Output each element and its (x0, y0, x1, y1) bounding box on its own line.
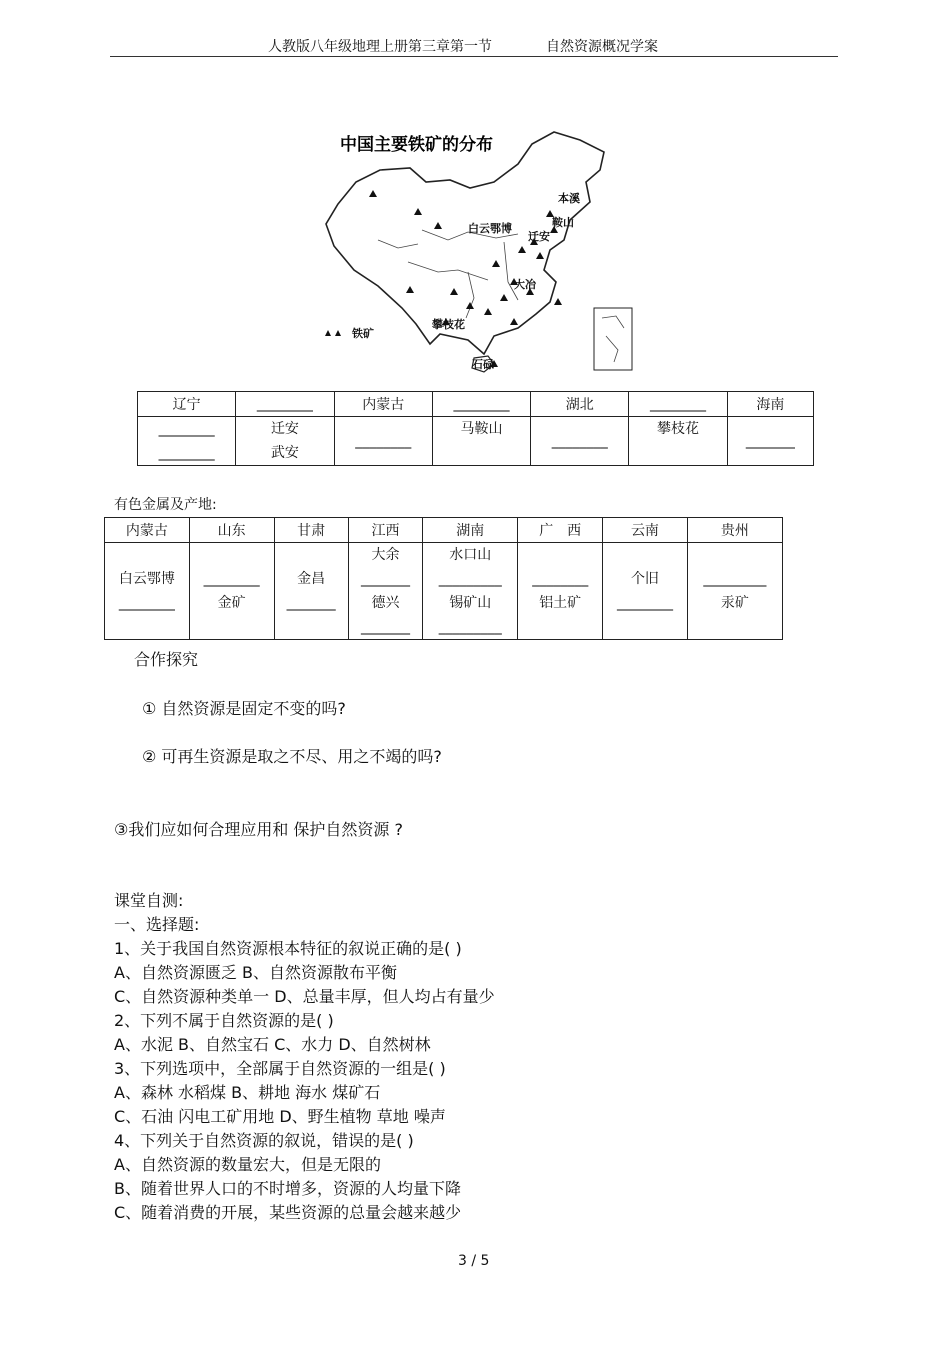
table-cell (105, 543, 190, 640)
cell-line: 大余 (371, 547, 400, 563)
cell-line: ________ (616, 595, 673, 611)
coop-question-1: ① 自然资源是固定不变的吗? (142, 699, 346, 718)
table-cell (189, 543, 274, 640)
table-cell: 山东 (189, 518, 274, 543)
table-row (105, 543, 783, 640)
table-cell (274, 543, 348, 640)
table-cell: ________ (629, 392, 727, 417)
table-row (138, 417, 814, 466)
cell-line: 攀枝花 (657, 421, 700, 437)
cell-line: _________ (438, 571, 502, 587)
test-line: B、随着世界人口的不时增多，资源的人均量下降 (114, 1179, 461, 1198)
cell-line: 马鞍山 (460, 421, 503, 437)
cell-line: 金昌 (297, 571, 326, 587)
cell-line: ________ (551, 433, 608, 449)
table-cell: 云南 (603, 518, 688, 543)
test-section: 一、选择题: (114, 915, 200, 934)
cell-line: 德兴 (371, 595, 400, 611)
table-row (138, 392, 814, 417)
table-cell: 贵州 (687, 518, 782, 543)
table-cell (432, 417, 530, 466)
map-label-anshan: 鞍山 (552, 216, 574, 229)
table-cell: 辽宁 (138, 392, 236, 417)
test-line: A、水泥 B、自然宝石 C、水力 D、自然树林 (114, 1035, 431, 1054)
cell-line: _______ (360, 619, 410, 635)
table-row (105, 518, 783, 543)
cell-line: 武安 (270, 445, 299, 461)
nonferrous-metals-table (104, 517, 783, 640)
map-label-shilu: 石碌 (472, 358, 494, 371)
test-line: 1、关于我国自然资源根本特征的叙说正确的是( ) (114, 939, 462, 958)
cell-line: _______ (360, 571, 410, 587)
test-line: A、森林 水稻煤 B、耕地 海水 煤矿石 (114, 1083, 381, 1102)
cell-line: 水口山 (449, 547, 492, 563)
coop-title: 合作探究 (134, 650, 199, 669)
cell-line: 个旧 (630, 571, 659, 587)
header-topic: 自然资源概况学案 (546, 39, 658, 55)
table-cell (138, 417, 236, 466)
map-label-baiyunebo: 白云鄂博 (468, 222, 512, 235)
map-title: 中国主要铁矿的分布 (340, 135, 493, 155)
table-cell (423, 543, 518, 640)
test-title: 课堂自测: (114, 891, 184, 910)
test-line: A、自然资源的数量宏大，但是无限的 (114, 1155, 381, 1174)
iron-ore-table (137, 391, 814, 466)
cell-line: 汞矿 (720, 595, 749, 611)
cell-line: ________ (532, 571, 589, 587)
header-course: 人教版八年级地理上册第三章第一节 (268, 39, 492, 55)
cell-line: 金矿 (217, 595, 246, 611)
table-cell: 广 西 (518, 518, 603, 543)
table-cell: ________ (236, 392, 334, 417)
coop-question-2: ② 可再生资源是取之不尽、用之不竭的吗? (142, 747, 442, 766)
iron-ore-map (318, 122, 640, 378)
table-cell: 甘肃 (274, 518, 348, 543)
metals-label: 有色金属及产地: (114, 497, 217, 513)
cell-line: _______ (286, 595, 336, 611)
table-cell (603, 543, 688, 640)
table-cell (531, 417, 629, 466)
cell-line: 锡矿山 (449, 595, 492, 611)
page-number: 3 / 5 (458, 1253, 490, 1269)
page-header (110, 34, 838, 57)
test-line: C、自然资源种类单一 D、总量丰厚，但人均占有量少 (114, 987, 495, 1006)
table-cell (236, 417, 334, 466)
test-line: C、随着消费的开展，某些资源的总量会越来越少 (114, 1203, 462, 1222)
test-line: A、自然资源匮乏 B、自然资源散布平衡 (114, 963, 398, 982)
test-line: C、石油 闪电工矿用地 D、野生植物 草地 噪声 (114, 1107, 446, 1126)
test-line: 3、下列选项中，全部属于自然资源的一组是( ) (114, 1059, 446, 1078)
cell-line: ________ (355, 433, 412, 449)
cell-line: 白云鄂博 (118, 571, 175, 587)
table-cell (518, 543, 603, 640)
cell-line: _______ (745, 433, 795, 449)
map-label-panzhihua: 攀枝花 (432, 318, 465, 331)
table-cell: 湖南 (423, 518, 518, 543)
south-china-sea-inset (594, 308, 632, 370)
cell-line: ________ (118, 595, 175, 611)
map-label-benxi: 本溪 (558, 192, 580, 205)
cell-line: _________ (438, 619, 502, 635)
cell-line: 铝土矿 (539, 595, 582, 611)
cell-line: 迁安 (270, 421, 299, 437)
table-cell: ________ (432, 392, 530, 417)
table-cell (687, 543, 782, 640)
table-cell: 江西 (348, 518, 422, 543)
cell-line: _________ (703, 571, 767, 587)
china-outline (326, 132, 604, 354)
table-cell (348, 543, 422, 640)
map-legend-label: 铁矿 (352, 327, 374, 340)
test-line: 2、下列不属于自然资源的是( ) (114, 1011, 334, 1030)
table-cell: 海南 (727, 392, 813, 417)
table-cell: 湖北 (531, 392, 629, 417)
table-cell: 内蒙古 (105, 518, 190, 543)
coop-question-3: ③我们应如何合理应用和 保护自然资源 ? (114, 820, 404, 839)
map-label-daye: 大冶 (514, 278, 536, 291)
table-cell: 内蒙古 (334, 392, 432, 417)
table-cell (727, 417, 813, 466)
map-label-qianan: 迁安 (528, 230, 550, 243)
cell-line: ________ (203, 571, 260, 587)
cell-line: ________ (158, 421, 215, 437)
cell-line: ________ (158, 445, 215, 461)
table-cell (334, 417, 432, 466)
test-line: 4、下列关于自然资源的叙说，错误的是( ) (114, 1131, 414, 1150)
table-cell (629, 417, 727, 466)
